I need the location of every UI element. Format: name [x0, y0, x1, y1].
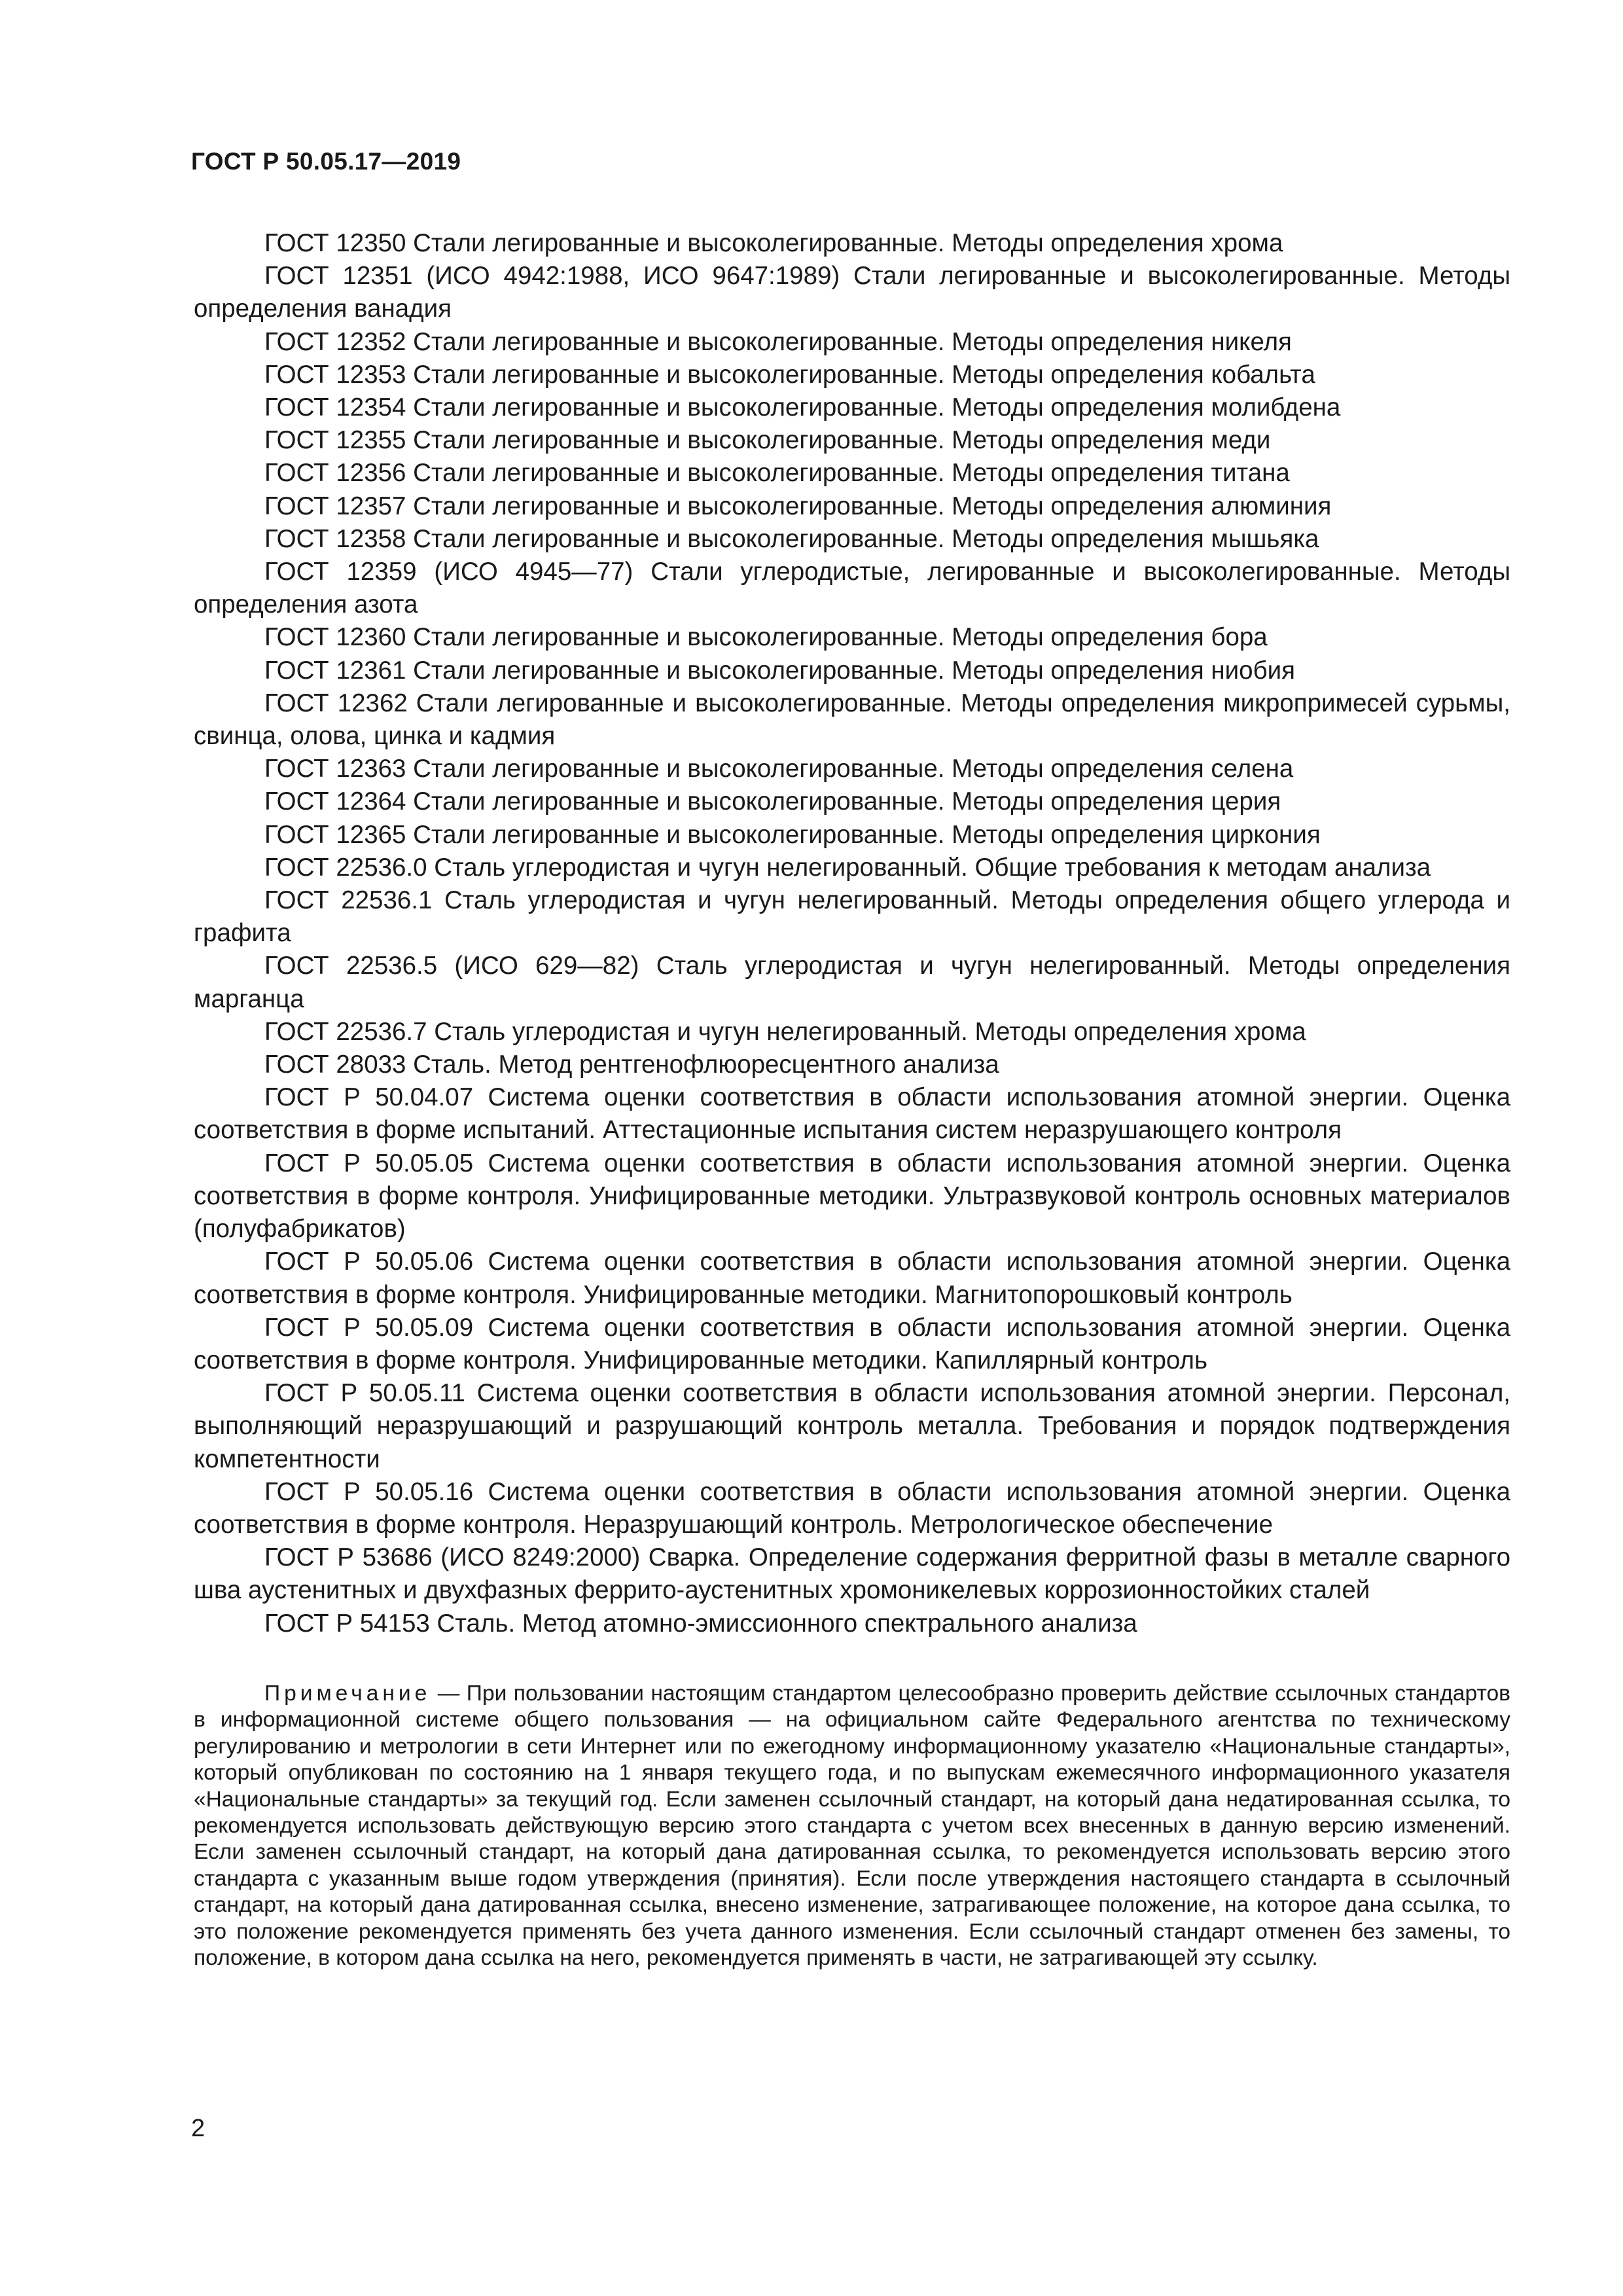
reference-item: ГОСТ 12357 Стали легированные и высоколегированные. Методы определения алюминия: [264, 492, 1332, 520]
reference-item: ГОСТ Р 50.05.09 Система оценки соответствия в области использования атомной энергии. Оценка соответствия в форме контроля. Унифицированные методики. Капиллярный контроль: [194, 1313, 1510, 1374]
reference-item: ГОСТ 12352 Стали легированные и высоколегированные. Методы определения никеля: [264, 327, 1292, 356]
reference-item: ГОСТ Р 50.05.06 Система оценки соответствия в области использования атомной энергии. Оценка соответствия в форме контроля. Унифицированные методики. Магнитопорошковый контроль: [194, 1247, 1510, 1309]
reference-item: ГОСТ Р 50.04.07 Система оценки соответствия в области использования атомной энергии. Оценка соответствия в форме испытаний. Аттестационные испытания систем неразрушающего контроля: [194, 1083, 1510, 1145]
reference-item: ГОСТ 12353 Стали легированные и высоколегированные. Методы определения кобальта: [264, 360, 1315, 389]
reference-item: ГОСТ 12360 Стали легированные и высоколегированные. Методы определения бора: [264, 623, 1268, 652]
reference-item: ГОСТ 12365 Стали легированные и высоколегированные. Методы определения циркония: [264, 820, 1321, 849]
reference-item: ГОСТ 22536.0 Сталь углеродистая и чугун нелегированный. Общие требования к методам анализа: [264, 853, 1431, 882]
reference-item: ГОСТ 12361 Стали легированные и высоколегированные. Методы определения ниобия: [264, 656, 1295, 685]
document-header-code: ГОСТ Р 50.05.17—2019: [191, 148, 461, 175]
reference-item: ГОСТ Р 50.05.05 Система оценки соответствия в области использования атомной энергии. Оценка соответствия в форме контроля. Унифицированные методики. Ультразвуковой контроль основных материалов (полуфабрикатов): [194, 1149, 1510, 1244]
reference-item: ГОСТ 12351 (ИСО 4942:1988, ИСО 9647:1989) Стали легированные и высоколегированные. Методы определения ванадия: [194, 262, 1510, 323]
note-text: — При пользовании настоящим стандартом целесообразно проверить действие ссылочных стандартов в информационной системе общего пользования — на официальном сайте Федерального агентства по техническому регулированию и метрологии в сети Интернет или по ежегодному информационному указателю «Национальные стандарты», который опубликован по состоянию на 1 января текущего года, и по выпускам ежемесячного информационного указателя «Национальные стандарты» за текущий год. Если заменен ссылочный стандарт, на который дана недатированная ссылка, то рекомендуется использовать действующую версию этого стандарта с учетом всех внесенных в данную версию изменений. Если заменен ссылочный стандарт, на который дана датированная ссылка, то рекомендуется использовать версию этого стандарта с указанным выше годом утверждения (принятия). Если после утверждения настоящего стандарта в ссылочный стандарт, на который дана датированная ссылка, внесено изменение, затрагивающее положение, на которое дана ссылка, то это положение рекомендуется применять без учета данного изменения. Если ссылочный стандарт отменен без замены, то положение, в котором дана ссылка на него, рекомендуется применять в части, не затрагивающей эту ссылку.: [194, 1681, 1510, 1971]
reference-note: [194, 1681, 1510, 1971]
normative-references-list: [194, 227, 1510, 1640]
reference-item: ГОСТ 12359 (ИСО 4945—77) Стали углеродистые, легированные и высоколегированные. Методы определения азота: [194, 558, 1510, 619]
reference-item: ГОСТ 22536.1 Сталь углеродистая и чугун нелегированный. Методы определения общего углерода и графита: [194, 886, 1510, 948]
reference-item: ГОСТ 12355 Стали легированные и высоколегированные. Методы определения меди: [264, 426, 1271, 455]
reference-item: ГОСТ 12363 Стали легированные и высоколегированные. Методы определения селена: [264, 755, 1294, 783]
reference-item: ГОСТ Р 50.05.11 Система оценки соответствия в области использования атомной энергии. Персонал, выполняющий неразрушающий и разрушающий контроль металла. Требования и порядок подтверждения компетентности: [194, 1379, 1510, 1473]
reference-item: ГОСТ 12356 Стали легированные и высоколегированные. Методы определения титана: [264, 459, 1290, 488]
reference-item: ГОСТ Р 50.05.16 Система оценки соответствия в области использования атомной энергии. Оценка соответствия в форме контроля. Неразрушающий контроль. Метрологическое обеспечение: [194, 1477, 1510, 1539]
page-number: 2: [191, 2115, 205, 2142]
note-label: Примечание: [264, 1681, 431, 1706]
reference-item: ГОСТ 22536.5 (ИСО 629—82) Сталь углеродистая и чугун нелегированный. Методы определения марганца: [194, 952, 1510, 1013]
reference-item: ГОСТ 12362 Стали легированные и высоколегированные. Методы определения микропримесей сурьмы, свинца, олова, цинка и кадмия: [194, 689, 1510, 751]
reference-item: ГОСТ Р 53686 (ИСО 8249:2000) Сварка. Определение содержания ферритной фазы в металле сварного шва аустенитных и двухфазных феррито-аустенитных хромоникелевых коррозионностойких сталей: [194, 1543, 1510, 1605]
reference-item: ГОСТ 12354 Стали легированные и высоколегированные. Методы определения молибдена: [264, 393, 1341, 422]
reference-item: ГОСТ 12364 Стали легированные и высоколегированные. Методы определения церия: [264, 787, 1281, 816]
reference-item: ГОСТ 22536.7 Сталь углеродистая и чугун нелегированный. Методы определения хрома: [264, 1017, 1306, 1046]
reference-item: ГОСТ 12358 Стали легированные и высоколегированные. Методы определения мышьяка: [264, 524, 1319, 553]
reference-item: ГОСТ 12350 Стали легированные и высоколегированные. Методы определения хрома: [264, 229, 1283, 257]
reference-item: ГОСТ 28033 Сталь. Метод рентгенофлюоресцентного анализа: [264, 1050, 999, 1079]
note-paragraph: [194, 1681, 1510, 1971]
reference-item: ГОСТ Р 54153 Сталь. Метод атомно-эмиссионного спектрального анализа: [264, 1609, 1137, 1638]
